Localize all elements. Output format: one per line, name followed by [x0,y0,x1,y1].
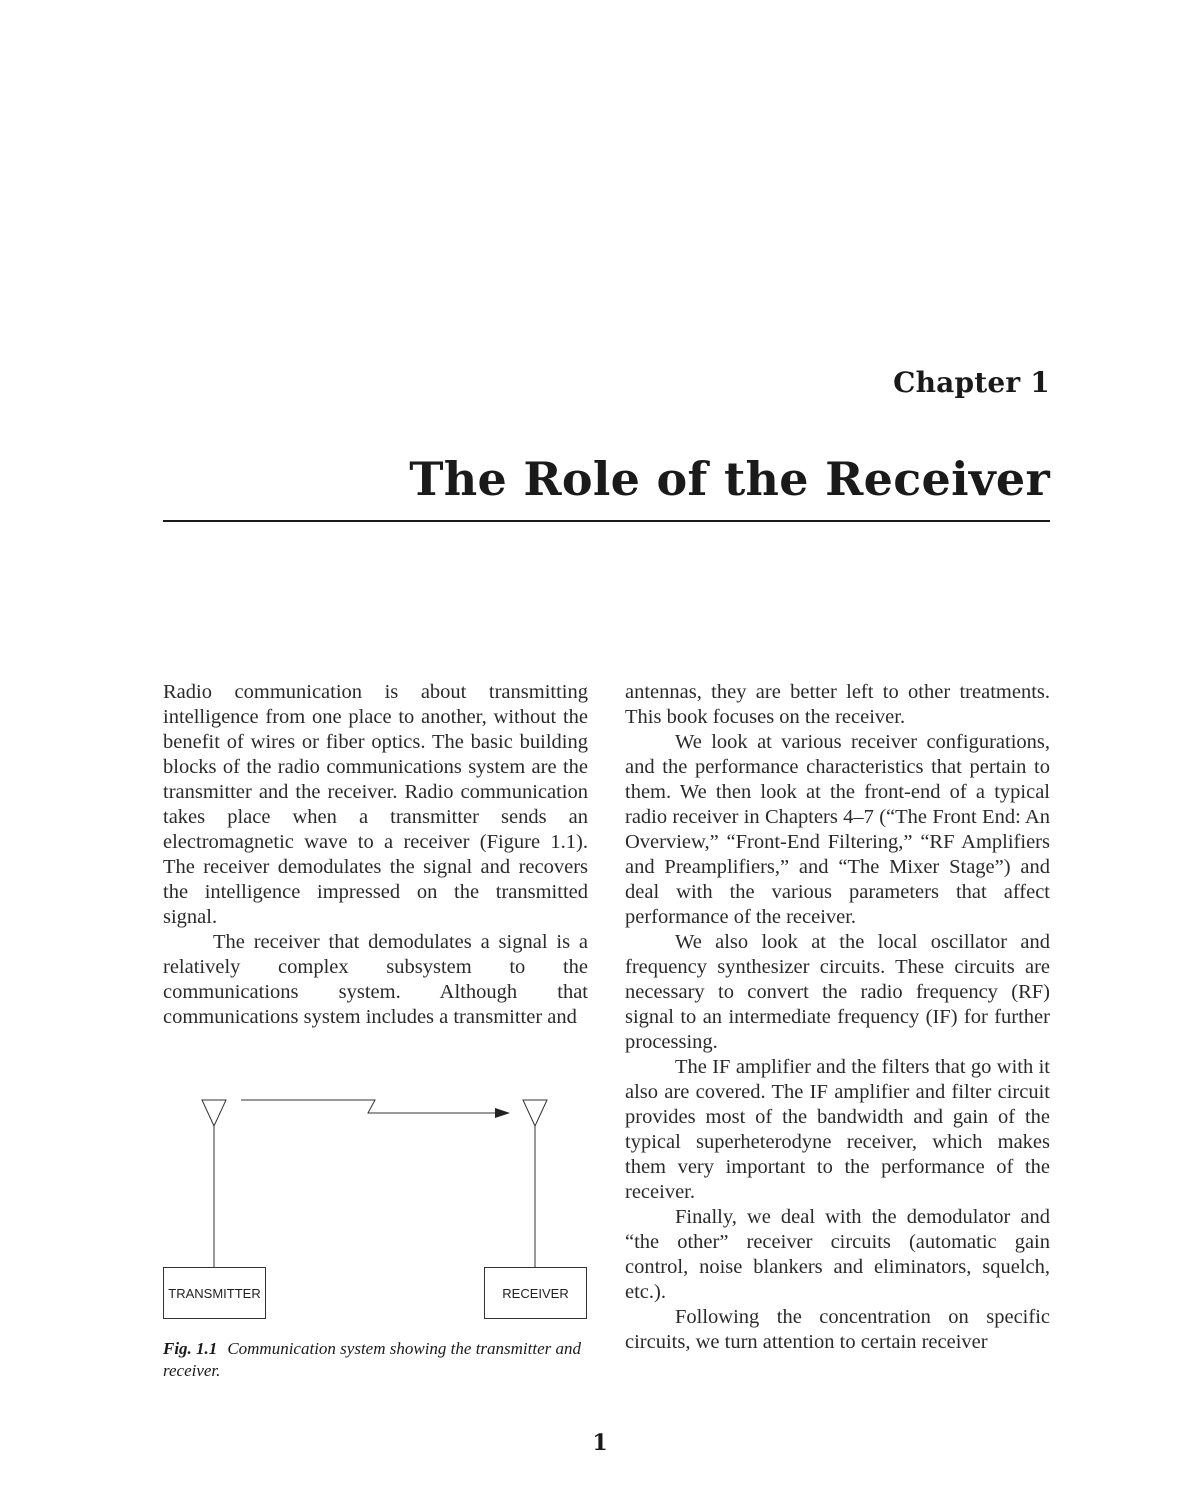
chapter-title: The Role of the Receiver [409,452,1050,506]
paragraph: We look at various receiver configurations, and the performance characteristics that pertain to them. We then look at the front-end of a typical radio receiver in Chapters 4–7 (“The Front End: An Overview,” “Front-End Filtering,” “RF Amplifiers and Preamplifiers,” and “The Mixer Stage”) and deal with the various parameters that affect performance of the receiver. [625,731,1050,928]
paragraph: Following the concentration on specific circuits, we turn attention to certain receiver [625,1306,1050,1353]
figure-number: Fig. 1.1 [163,1339,218,1358]
arrowhead-icon [495,1108,510,1118]
transmitter-box: TRANSMITTER [163,1267,266,1319]
paragraph: antennas, they are better left to other treatments. This book focuses on the receiver. [625,681,1050,728]
transmitter-antenna-icon [202,1100,226,1126]
paragraph: Finally, we deal with the demodulator and “the other” receiver circuits (automatic gain control, noise blankers and eliminators, squelch, etc.). [625,1206,1050,1303]
radio-wave-arrow [241,1100,498,1113]
chapter-label: Chapter 1 [893,366,1050,399]
paragraph: We also look at the local oscillator and frequency synthesizer circuits. These circuits are necessary to convert the radio frequency (RF) signal to an intermediate frequency (IF) for further processing. [625,931,1050,1053]
paragraph: Radio communication is about transmitting intelligence from one place to another, without the benefit of wires or fiber optics. The basic building blocks of the radio communications system are the transmitter and the receiver. Radio communication takes place when a transmitter sends an electromagnetic wave to a receiver (Figure 1.1). The receiver demodulates the signal and recovers the intelligence impressed on the transmitted signal. [163,681,588,928]
receiver-box: RECEIVER [484,1267,587,1319]
caption-text: Communication system showing the transmitter and receiver. [163,1339,582,1380]
figure-communication-system [163,1090,588,1330]
page-number: 1 [592,1430,608,1456]
title-rule [163,520,1050,522]
right-column [625,680,1050,1355]
figure-caption [163,1338,588,1382]
left-column [163,680,588,1030]
receiver-antenna-icon [523,1100,547,1126]
paragraph: The receiver that demodulates a signal is a relatively complex subsystem to the communications system. Although that communications system includes a transmitter and [163,931,588,1028]
paragraph: The IF amplifier and the filters that go with it also are covered. The IF amplifier and filter circuit provides most of the bandwidth and gain of the typical superheterodyne receiver, which makes them very important to the performance of the receiver. [625,1056,1050,1203]
